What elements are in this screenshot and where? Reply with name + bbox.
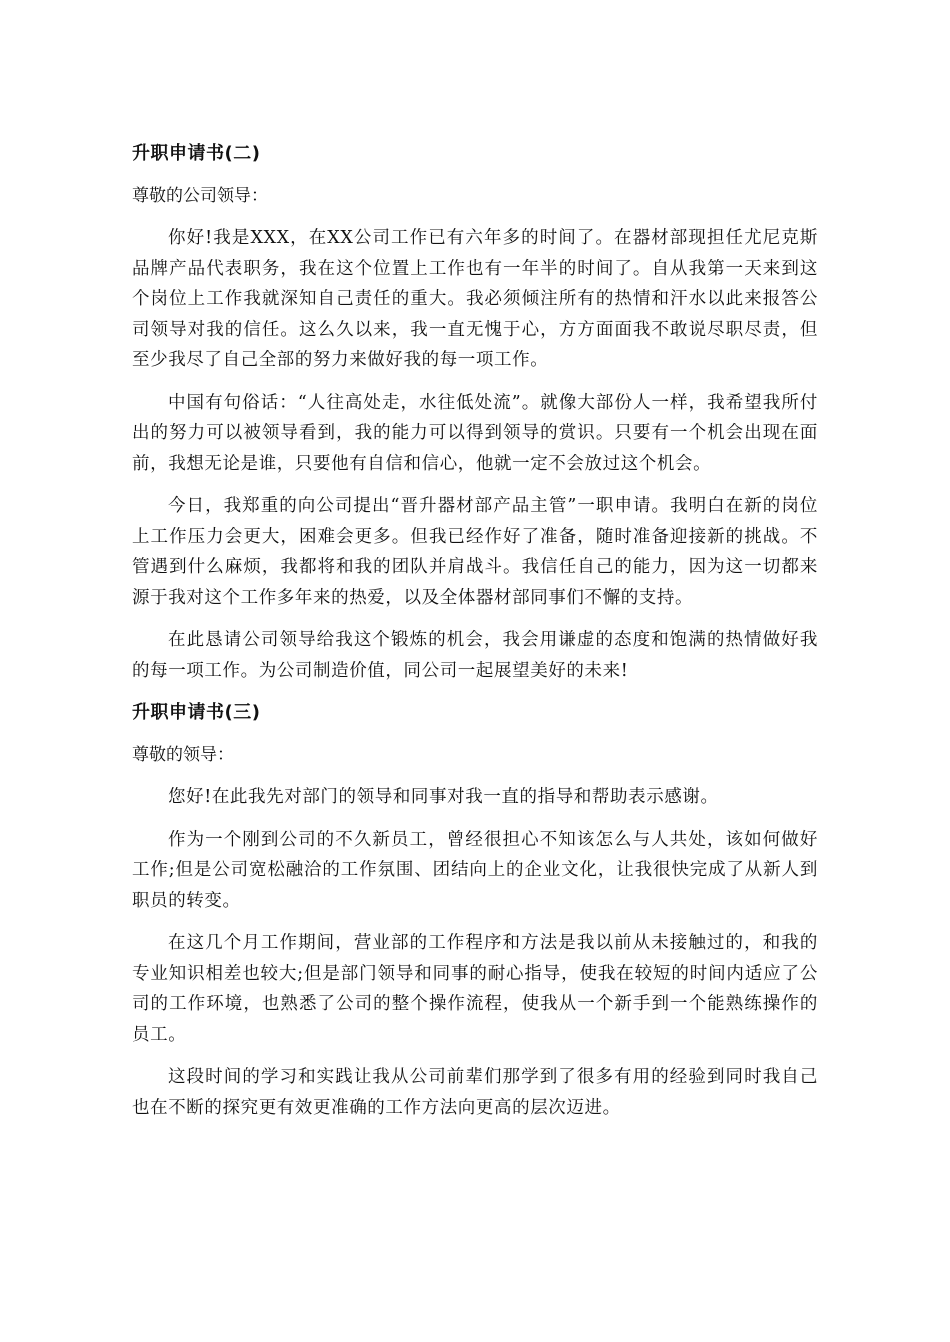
salutation: 尊敬的领导：	[132, 745, 234, 765]
body-paragraph: 这段时间的学习和实践让我从公司前辈们那学到了很多有用的经验到同时我自己也在不断的探究更有效更准确的工作方法向更高的层次迈进。	[132, 1067, 818, 1118]
body-paragraph: 在此恳请公司领导给我这个锻炼的机会，我会用谦虚的态度和饱满的热情做好我的每一项工作。为公司制造价值，同公司一起展望美好的未来!	[132, 630, 818, 681]
body-paragraph: 中国有句俗话：“人往高处走，水往低处流”。就像大部份人一样，我希望我所付出的努力可以被领导看到，我的能力可以得到领导的赏识。只要有一个机会出现在面前，我想无论是谁，只要他有自信和信心，他就一定不会放过这个机会。	[132, 392, 818, 474]
document-page	[132, 139, 818, 1135]
body-paragraph: 在这几个月工作期间，营业部的工作程序和方法是我以前从未接触过的，和我的专业知识相差也较大;但是部门领导和同事的耐心指导，使我在较短的时间内适应了公司的工作环境，也熟悉了公司的整个操作流程，使我从一个新手到一个能熟练操作的员工。	[132, 933, 818, 1045]
body-paragraph: 你好!我是XXX，在XX公司工作已有六年多的时间了。在器材部现担任尤尼克斯品牌产品代表职务，我在这个位置上工作也有一年半的时间了。自从我第一天来到这个岗位上工作我就深知自己责任的重大。我必须倾注所有的热情和汗水以此来报答公司领导对我的信任。这么久以来，我一直无愧于心，方方面面我不敢说尽职尽责，但至少我尽了自己全部的努力来做好我的每一项工作。	[132, 228, 818, 370]
section-title: 升职申请书(二)	[132, 143, 261, 164]
body-paragraph: 作为一个刚到公司的不久新员工，曾经很担心不知该怎么与人共处，该如何做好工作;但是公司宽松融洽的工作氛围、团结向上的企业文化，让我很快完成了从新人到职员的转变。	[132, 829, 818, 911]
body-paragraph: 今日，我郑重的向公司提出“晋升器材部产品主管”一职申请。我明白在新的岗位上工作压力会更大，困难会更多。但我已经作好了准备，随时准备迎接新的挑战。不管遇到什么麻烦，我都将和我的团队并肩战斗。我信任自己的能力，因为这一切都来源于我对这个工作多年来的热爱，以及全体器材部同事们不懈的支持。	[132, 496, 818, 608]
body-paragraph: 您好!在此我先对部门的领导和同事对我一直的指导和帮助表示感谢。	[168, 787, 719, 807]
salutation: 尊敬的公司领导：	[132, 186, 268, 206]
section-title: 升职申请书(三)	[132, 702, 261, 723]
